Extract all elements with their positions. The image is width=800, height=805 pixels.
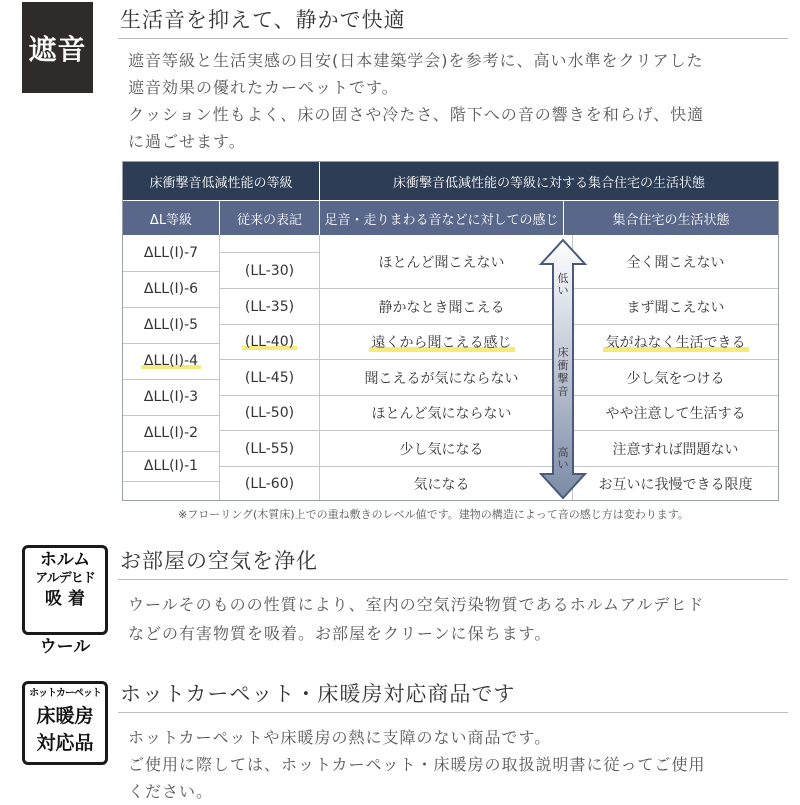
formaldehyde-absorb-icon: ホルム アルデヒド 吸 着 bbox=[22, 545, 108, 635]
grade-cell: ΔLL(I)-6 bbox=[143, 281, 199, 297]
feel-cell: ほとんど気にならない bbox=[371, 406, 512, 422]
old-notation-cell: (LL-60) bbox=[244, 475, 295, 492]
hot-carpet-title: ホットカーペット・床暖房対応商品です bbox=[120, 682, 516, 706]
feel-cell-highlighted: 遠くから聞こえる感じ bbox=[320, 325, 563, 359]
feel-cell: 聞こえるが気にならない bbox=[364, 370, 519, 387]
arrow-label-low: 低い bbox=[557, 272, 569, 297]
soundproof-title: 生活音を抑えて、静かで快適 bbox=[120, 8, 406, 32]
grade-cell: ΔLL(I)-7 bbox=[143, 245, 199, 261]
table-header-grade-group: 床衝撃音低減性能の等級 bbox=[123, 162, 319, 200]
grade-cell: ΔLL(I)-2 bbox=[143, 425, 199, 441]
col-header-feel: 足音・走りまわる音などに対しての感じ bbox=[320, 201, 563, 235]
old-notation-cell-highlighted: (LL-40) bbox=[220, 325, 319, 359]
title-divider bbox=[118, 712, 788, 713]
table-footnote: ※フローリング(木質床)上での重ね敷きのレベル値です。建物の構造によって音の感じ方は変わります。 bbox=[178, 508, 689, 521]
soundproof-description: 遮音等級と生活実感の目安(日本建築学会)を参考に、高い水準をクリアした 遮音効果の優れたカーペットです。 クッション性もよく、床の固さや冷たさ、階下への音の響きを和らげ、快適 に過ごせます。 bbox=[128, 51, 705, 151]
grade-cell: ΔLL(I)-3 bbox=[143, 389, 199, 405]
title-divider bbox=[118, 38, 788, 39]
soundproof-icon: 遮音 bbox=[22, 2, 93, 93]
grade-cell-highlighted: ΔLL(I)-4 bbox=[123, 343, 219, 379]
grade-cell: ΔLL(I)-1 bbox=[143, 458, 199, 474]
life-cell: やや注意して生活する bbox=[605, 406, 746, 422]
life-cell: まず聞こえない bbox=[626, 299, 725, 316]
old-notation-cell: (LL-35) bbox=[244, 298, 295, 315]
sound-insulation-table bbox=[122, 161, 779, 501]
grade-cell: ΔLL(I)-5 bbox=[143, 317, 199, 333]
life-cell: 全く聞こえない bbox=[626, 254, 725, 271]
feel-cell: 気になる bbox=[413, 476, 470, 493]
old-notation-cell: (LL-45) bbox=[244, 369, 295, 386]
life-cell: 少し気をつける bbox=[626, 370, 725, 387]
hot-carpet-floor-heating-icon: ホットカーペット 床暖房 対応品 bbox=[22, 681, 108, 765]
wool-label: ウール bbox=[39, 637, 91, 657]
feel-cell: 静かなとき聞こえる bbox=[378, 299, 505, 316]
life-cell: お互いに我慢できる限度 bbox=[598, 476, 753, 493]
feel-cell: ほとんど聞こえない bbox=[378, 254, 505, 271]
life-cell-highlighted: 気がねなく生活できる bbox=[573, 325, 778, 359]
life-cell: 注意すれば問題ない bbox=[612, 441, 739, 458]
col-header-old-notation: 従来の表記 bbox=[220, 201, 319, 235]
old-notation-cell: (LL-50) bbox=[244, 405, 295, 421]
table-header-life-group: 床衝撃音低減性能の等級に対する集合住宅の生活状態 bbox=[320, 162, 778, 200]
col-header-life: 集合住宅の生活状態 bbox=[564, 201, 778, 235]
feel-cell: 少し気になる bbox=[399, 441, 484, 458]
arrow-label-high: 高い bbox=[557, 446, 569, 471]
old-notation-cell: (LL-30) bbox=[244, 262, 295, 279]
air-purify-description: ウールそのものの性質により、室内の空気汚染物質であるホルムアルデヒド などの有害物質を吸着。お部屋をクリーンに保ちます。 bbox=[128, 595, 705, 643]
col-header-grade: ΔL等級 bbox=[123, 201, 219, 235]
hot-carpet-description: ホットカーペットや床暖房の熱に支障のない商品です。 ご使用に際しては、ホットカーペット・床暖房の取扱説明書に従ってご使用 ください。 bbox=[128, 728, 706, 801]
title-divider bbox=[118, 579, 788, 580]
old-notation-cell: (LL-55) bbox=[244, 440, 295, 457]
air-purify-title: お部屋の空気を浄化 bbox=[120, 549, 318, 573]
arrow-label-impact-sound: 床衝撃音 bbox=[557, 346, 569, 398]
